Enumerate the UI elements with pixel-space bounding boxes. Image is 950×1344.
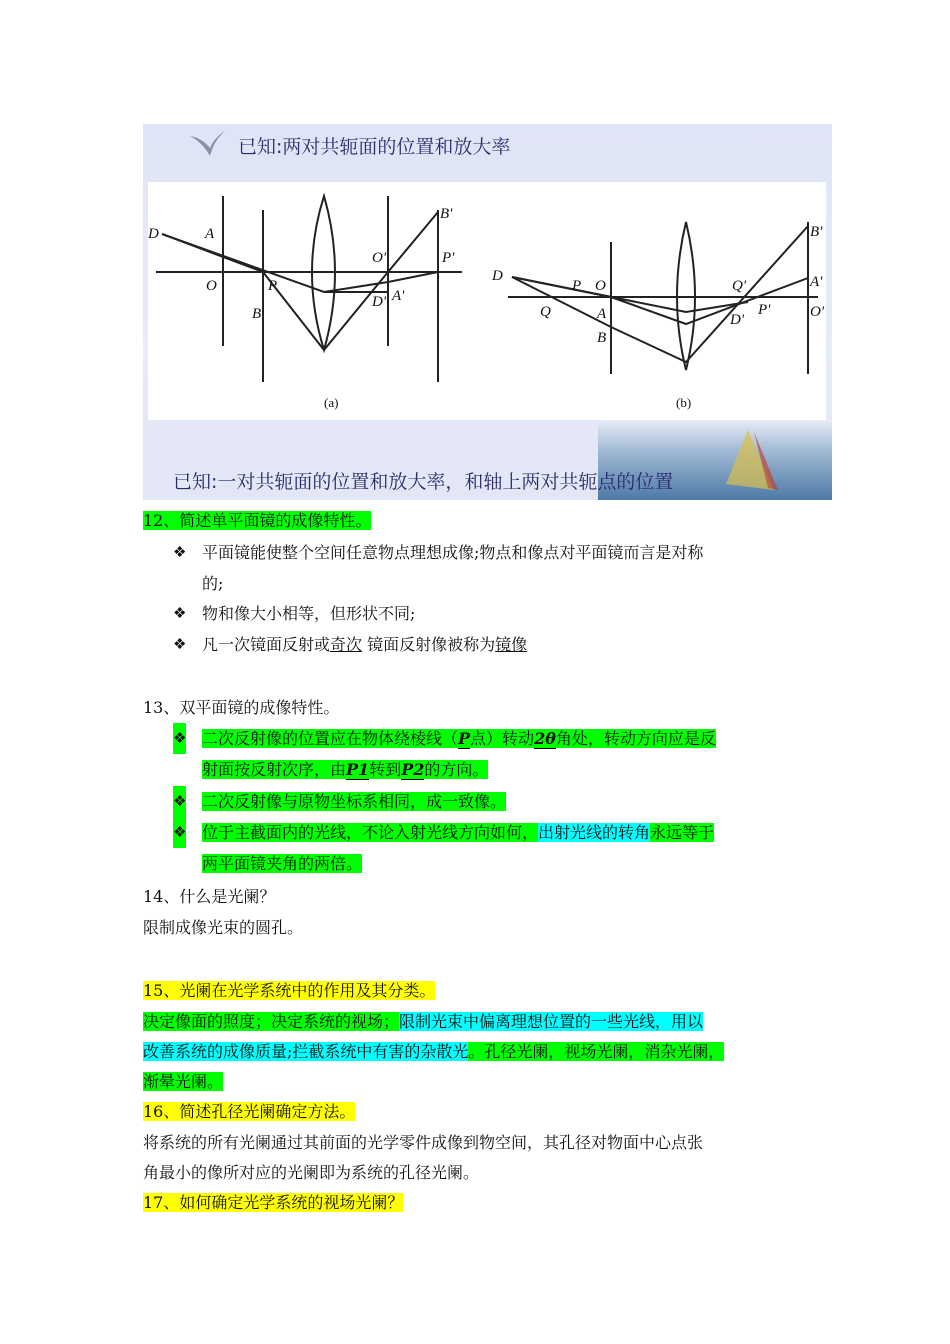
- bullet-icon: ❖: [173, 543, 187, 561]
- q16-line-2: 角最小的像所对应的光阑即为系统的孔径光阑。: [143, 1163, 480, 1182]
- diagram-labels: [148, 206, 825, 346]
- svg-text:D: D: [148, 226, 159, 242]
- bullet-icon: ❖: [173, 604, 187, 622]
- svg-text:A: A: [205, 226, 215, 242]
- svg-text:A': A': [392, 288, 405, 304]
- q13-bullet-1-line-2: 射面按反射次序，由P1转到P2的方向。: [202, 760, 489, 779]
- svg-text:A': A': [810, 274, 823, 290]
- svg-text:O': O': [810, 304, 825, 320]
- slide-footer-text: 已知:一对共轭面的位置和放大率，和轴上两对共轭点的位置: [173, 471, 674, 493]
- q13-bullet-2: 二次反射像与原物坐标系相同，成一致像。: [202, 792, 507, 811]
- svg-text:P: P: [572, 278, 582, 294]
- q15-line-1: 决定像面的照度；决定系统的视场；限制光束中偏离理想位置的一些光线，用以: [143, 1012, 704, 1031]
- svg-text:B: B: [252, 306, 262, 322]
- svg-text:D': D': [372, 294, 387, 310]
- q13-heading: 13、双平面镜的成像特性。: [143, 698, 340, 717]
- diagram-panel: [148, 182, 826, 420]
- q12-bullet-3: 凡一次镜面反射或奇次 镜面反射像被称为镜像: [202, 635, 528, 654]
- diagram-b: [508, 222, 818, 374]
- q16-line-1: 将系统的所有光阑通过其前面的光学零件成像到物空间，其孔径对物面中心点张: [143, 1133, 704, 1152]
- svg-text:A: A: [597, 306, 607, 322]
- bullet-icon: ❖: [173, 786, 186, 817]
- svg-text:O: O: [206, 278, 217, 294]
- q12-bullet-1-line-2: 的;: [202, 574, 224, 593]
- q14-answer: 限制成像光束的圆孔。: [143, 918, 304, 937]
- svg-text:B': B': [810, 224, 823, 240]
- svg-text:P': P': [758, 302, 771, 318]
- q15-line-3: 渐晕光阑。: [143, 1072, 224, 1091]
- svg-text:Q: Q: [540, 304, 551, 320]
- q12-bullet-1-line-1: 平面镜能使整个空间任意物点理想成像;物点和像点对平面镜而言是对称: [202, 543, 704, 562]
- q15-heading: 15、光阑在光学系统中的作用及其分类。: [143, 981, 436, 1000]
- q15-line-2: 改善系统的成像质量;拦截系统中有害的杂散光。孔径光阑，视场光阑，消杂光阑，: [143, 1042, 725, 1061]
- q12-heading: 12、简述单平面镜的成像特性。: [143, 511, 372, 530]
- bullet-icon: ❖: [173, 723, 186, 754]
- q16-heading: 16、简述孔径光阑确定方法。: [143, 1102, 356, 1121]
- svg-text:D': D': [730, 312, 745, 328]
- slide-title: 已知:两对共轭面的位置和放大率: [238, 136, 511, 158]
- svg-text:P: P: [268, 278, 278, 294]
- svg-text:Q': Q': [732, 278, 747, 294]
- diagram-a: [156, 196, 462, 382]
- lecture-slide-image: [143, 124, 832, 500]
- q13-bullet-1-line-1: 二次反射像的位置应在物体绕棱线（P点）转动2θ角处，转动方向应是反: [202, 729, 716, 748]
- svg-text:O: O: [595, 278, 606, 294]
- q13-bullet-3-line-2: 两平面镜夹角的两倍。: [202, 854, 363, 873]
- svg-text:B: B: [597, 330, 607, 346]
- svg-text:B': B': [440, 206, 453, 222]
- figure-a-caption: (a): [324, 395, 339, 410]
- seagull-logo-icon: [188, 126, 228, 162]
- svg-text:D: D: [492, 268, 503, 284]
- q13-bullet-3-line-1: 位于主截面内的光线，不论入射光线方向如何，出射光线的转角永远等于: [202, 823, 715, 842]
- bullet-icon: ❖: [173, 635, 187, 653]
- svg-text:O': O': [372, 250, 387, 266]
- q12-bullet-2: 物和像大小相等，但形状不同;: [202, 604, 416, 623]
- svg-text:P': P': [442, 250, 455, 266]
- q14-heading: 14、什么是光阑？: [143, 887, 276, 906]
- optics-diagrams: [148, 182, 826, 420]
- q17-heading: 17、如何确定光学系统的视场光阑？: [143, 1193, 404, 1212]
- bullet-icon: ❖: [173, 817, 186, 848]
- figure-b-caption: (b): [676, 395, 692, 410]
